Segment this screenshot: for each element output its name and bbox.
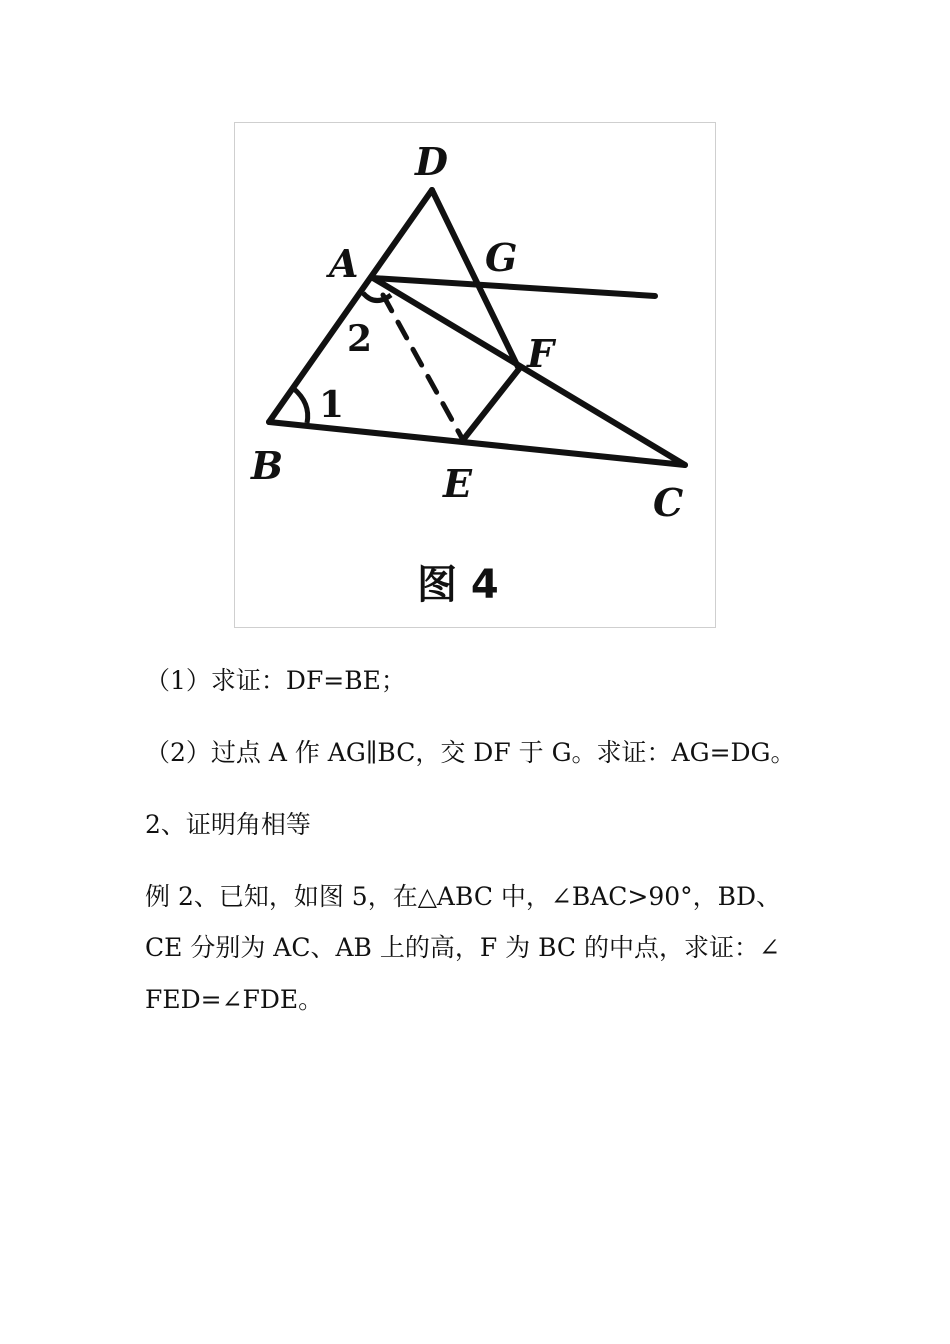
segment-EF (463, 369, 519, 440)
angle-1-arc (293, 388, 308, 423)
question-2: （2）过点 A 作 AG∥BC，交 DF 于 G。求证：AG=DG。 (145, 738, 796, 767)
question-1: （1）求证：DF=BE； (145, 666, 406, 695)
label-B: B (251, 443, 284, 488)
segment-BD (269, 190, 432, 422)
figure-4-diagram (235, 123, 715, 627)
segment-AE-dashed (383, 295, 463, 440)
figure-caption: 图 4 (417, 562, 499, 608)
label-F: F (527, 331, 554, 376)
label-C: C (653, 480, 684, 525)
label-E: E (443, 461, 472, 506)
example-2-line-2: CE 分别为 AC、AB 上的高，F 为 BC 的中点，求证：∠ (145, 933, 780, 962)
label-D: D (415, 139, 448, 184)
geometry-figure (234, 122, 716, 628)
example-2-line-1: 例 2、已知，如图 5，在△ABC 中，∠BAC>90°，BD、 (145, 882, 782, 911)
angle-label-1: 1 (319, 384, 345, 426)
segment-AG (373, 278, 655, 296)
label-A: A (329, 241, 359, 286)
section-heading: 2、证明角相等 (145, 810, 311, 839)
example-2-line-3: FED=∠FDE。 (145, 985, 324, 1014)
label-G: G (485, 235, 518, 280)
angle-2-arc (363, 293, 391, 301)
angle-label-2: 2 (347, 318, 373, 360)
